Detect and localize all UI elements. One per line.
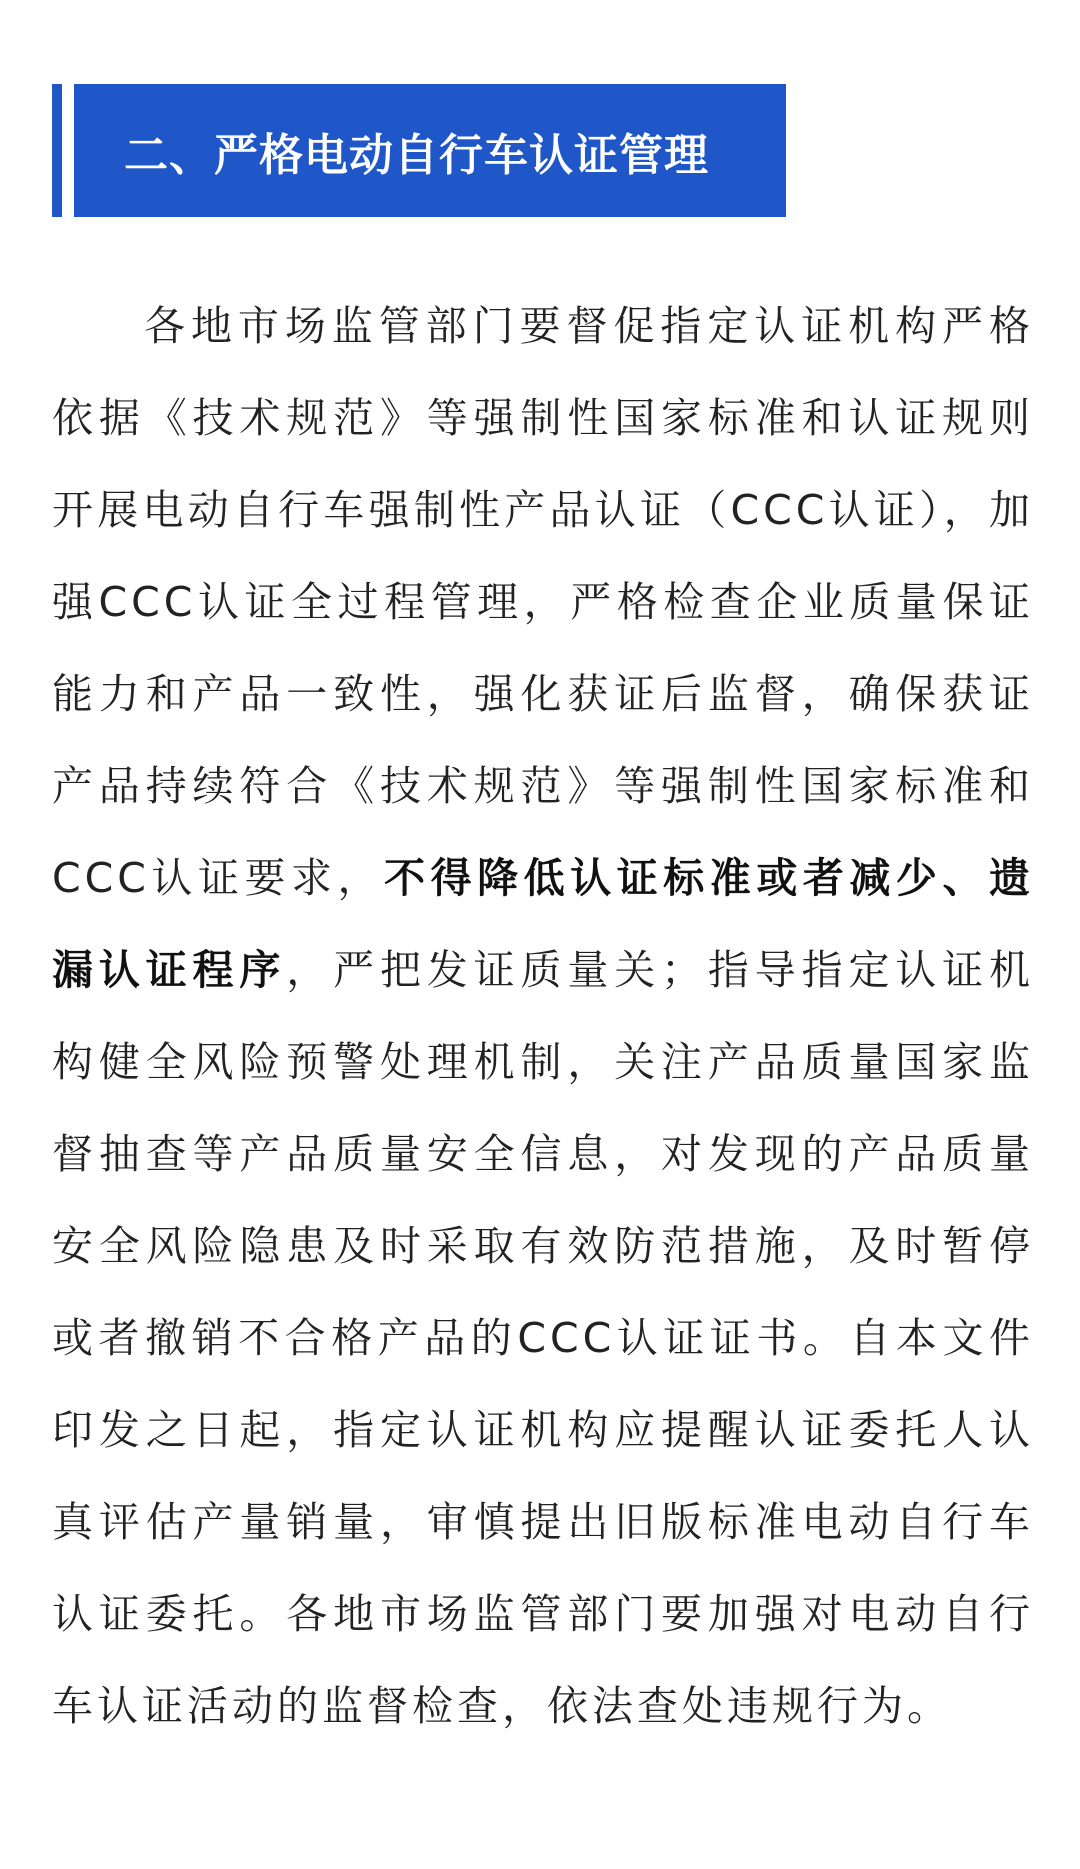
header-accent-stripe	[52, 84, 62, 217]
section-header	[52, 84, 786, 217]
section-title: 二、严格电动自行车认证管理	[124, 129, 709, 181]
paragraph-bold-emphasis: 不得降低认证标准或者减少、遗漏认证程序	[52, 854, 1034, 994]
body-paragraph	[52, 280, 1034, 1752]
paragraph-text-part1: 各地市场监管部门要督促指定认证机构严格依据《技术规范》等强制性国家标准和认证规则开展电动自行车强制性产品认证（CCC认证），加强CCC认证全过程管理，严格检查企业质量保证能力和产品一致性，强化获证后监督，确保获证产品持续符合《技术规范》等强制性国家标准和CCC认证要求，	[52, 302, 1034, 902]
paragraph-text-part2: ，严把发证质量关；指导指定认证机构健全风险预警处理机制，关注产品质量国家监督抽查等产品质量安全信息，对发现的产品质量安全风险隐患及时采取有效防范措施，及时暂停或者撤销不合格产品的CCC认证证书。自本文件印发之日起，指定认证机构应提醒认证委托人认真评估产量销量，审慎提出旧版标准电动自行车认证委托。各地市场监管部门要加强对电动自行车认证活动的监督检查，依法查处违规行为。	[52, 946, 1034, 1730]
header-box	[74, 84, 786, 217]
